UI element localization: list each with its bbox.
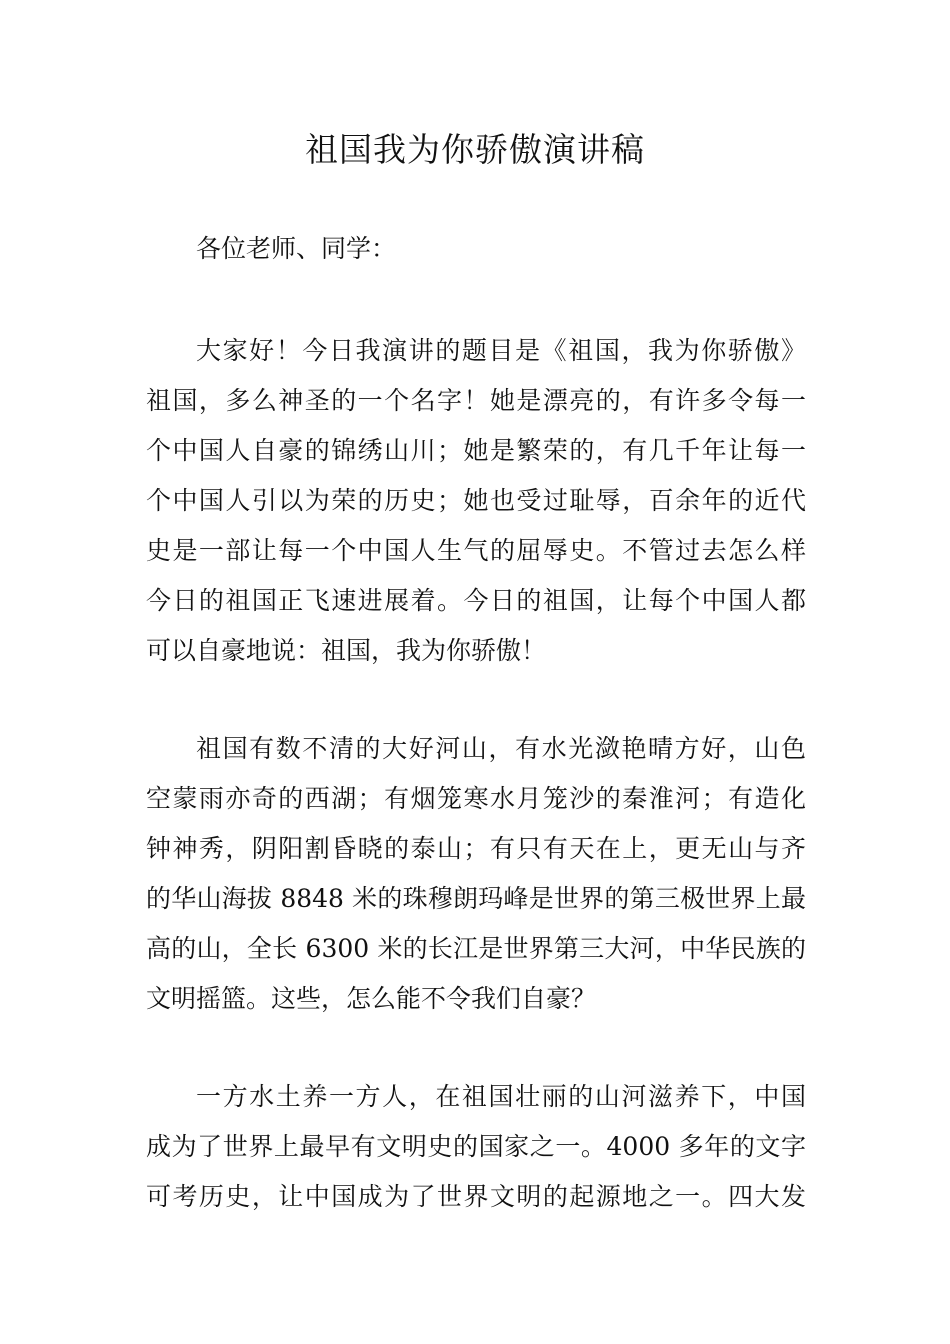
paragraph-line: 史是一部让每一个中国人生气的屈辱史。不管过去怎么样 bbox=[146, 536, 806, 565]
paragraph-line: 可以自豪地说：祖国，我为你骄傲！ bbox=[146, 636, 547, 665]
paragraph-line: 祖国有数不清的大好河山，有水光潋艳晴方好，山色 bbox=[196, 734, 806, 763]
paragraph-line: 大家好！今日我演讲的题目是《祖国，我为你骄傲》 bbox=[196, 336, 806, 365]
paragraph-line: 成为了世界上最早有文明史的国家之一。4000 多年的文字 bbox=[146, 1132, 806, 1161]
paragraph-line: 可考历史，让中国成为了世界文明的起源地之一。四大发 bbox=[146, 1182, 806, 1211]
paragraph-line: 空蒙雨亦奇的西湖；有烟笼寒水月笼沙的秦淮河；有造化 bbox=[146, 784, 806, 813]
paragraph-line: 一方水土养一方人，在祖国壮丽的山河滋养下，中国 bbox=[196, 1082, 806, 1111]
paragraph-line: 祖国，多么神圣的一个名字！她是漂亮的，有许多令每一 bbox=[146, 386, 806, 415]
page-title: 祖国我为你骄傲演讲稿 bbox=[305, 130, 645, 169]
paragraph-line: 的华山海拔 8848 米的珠穆朗玛峰是世界的第三极世界上最 bbox=[146, 884, 806, 913]
paragraph-line: 今日的祖国正飞速进展着。今日的祖国，让每个中国人都 bbox=[146, 586, 806, 615]
paragraph-line: 个中国人自豪的锦绣山川；她是繁荣的，有几千年让每一 bbox=[146, 436, 806, 465]
paragraph-line: 钟神秀，阴阳割昏晓的泰山；有只有天在上，更无山与齐 bbox=[146, 834, 806, 863]
paragraph-line: 文明摇篮。这些，怎么能不令我们自豪？ bbox=[146, 984, 597, 1013]
greeting: 各位老师、同学： bbox=[196, 234, 397, 263]
paragraph-line: 高的山，全长 6300 米的长江是世界第三大河，中华民族的 bbox=[146, 934, 806, 963]
paragraph-line: 个中国人引以为荣的历史；她也受过耻辱，百余年的近代 bbox=[146, 486, 806, 515]
